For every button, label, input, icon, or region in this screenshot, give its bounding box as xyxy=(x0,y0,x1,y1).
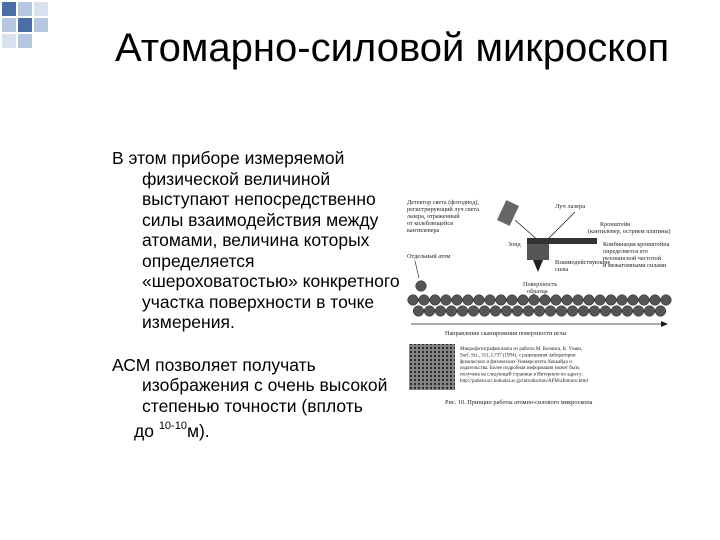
atom-sphere xyxy=(501,306,512,317)
atom-sphere xyxy=(584,295,595,306)
atom-sphere xyxy=(408,295,419,306)
micrograph-image xyxy=(409,344,455,390)
atom-sphere xyxy=(600,306,611,317)
combination-label-line: и межатомными силами xyxy=(603,262,667,269)
surface-label xyxy=(523,281,559,295)
surface-label-line: образца xyxy=(527,288,548,295)
atom-sphere xyxy=(468,306,479,317)
atom-sphere xyxy=(573,295,584,306)
corner-square xyxy=(34,18,48,32)
detector-label-line: Детектор света (фотодиод), xyxy=(407,199,479,206)
micrograph-caption-line: издательства. Более подробная информация может быть xyxy=(460,366,580,372)
corner-square xyxy=(2,18,16,32)
atom-sphere xyxy=(633,306,644,317)
cantilever-block xyxy=(527,244,549,260)
atom-sphere xyxy=(578,306,589,317)
photodiode-icon xyxy=(497,200,519,226)
micrograph-caption-line: получена на следующей странице в Интернете по адресу: xyxy=(460,372,583,378)
atom-sphere xyxy=(512,306,523,317)
scan-direction-label: Направление сканирования поверхности иглы xyxy=(445,330,567,337)
probe-label: Зонд xyxy=(508,241,521,248)
precision-exponent: 10-10 xyxy=(158,420,187,432)
detector-label-line: кантилевера xyxy=(407,227,440,234)
micrograph-caption-line: Микрофотография взята из работы М. Коэнига, К. Узаки, xyxy=(460,347,583,352)
interaction-label-line: силы xyxy=(555,266,569,273)
atom-sphere xyxy=(644,306,655,317)
laser-label: Луч лазера xyxy=(555,203,586,210)
corner-square xyxy=(2,2,16,16)
atom-sphere xyxy=(479,306,490,317)
corner-square xyxy=(2,34,16,48)
atom-sphere xyxy=(545,306,556,317)
atom-sphere xyxy=(452,295,463,306)
single-atom xyxy=(416,281,427,292)
atom-sphere xyxy=(490,306,501,317)
atom-sphere xyxy=(655,306,666,317)
single-atom-label: Отдельный атом xyxy=(407,253,451,260)
detector-label-line: от колеблющейся xyxy=(407,220,453,227)
atom-sphere xyxy=(496,295,507,306)
interaction-label-line: Взаимодействующие xyxy=(555,259,611,266)
atom-sphere xyxy=(457,306,468,317)
atom-sphere xyxy=(463,295,474,306)
atom-sphere xyxy=(435,306,446,317)
detector-label-line: регистрирующий луч света xyxy=(407,206,480,213)
atom-sphere xyxy=(617,295,628,306)
atom-sphere xyxy=(606,295,617,306)
afm-figure xyxy=(405,190,675,412)
combination-label-line: резонансной частотой xyxy=(603,255,662,262)
paragraph-principle: В этом приборе измеряемой физической величиной выступают непосредственно силы взаимодействия между атомами, величина которых определяется «шероховатостью» конкретного участка поверхности в точке измерения. xyxy=(112,148,400,332)
atom-sphere xyxy=(661,295,672,306)
precision-suffix: м). xyxy=(186,421,210,441)
atom-sphere xyxy=(628,295,639,306)
cantilever-beam xyxy=(527,238,597,244)
atom-sphere xyxy=(424,306,435,317)
detector-label xyxy=(407,199,481,234)
precision-prefix: до xyxy=(134,421,159,441)
atom-sphere xyxy=(446,306,457,317)
paragraph-precision xyxy=(112,355,412,442)
atom-sphere xyxy=(622,306,633,317)
atom-sphere xyxy=(518,295,529,306)
single-atom-pointer xyxy=(415,261,419,278)
atom-sphere xyxy=(556,306,567,317)
atom-sphere xyxy=(441,295,452,306)
combination-label xyxy=(603,241,671,269)
atom-sphere xyxy=(650,295,661,306)
arrow-head-icon xyxy=(661,321,668,327)
atom-sphere xyxy=(595,295,606,306)
precision-value xyxy=(134,416,412,442)
corner-square xyxy=(18,18,32,32)
detector-label-line: лазера, отраженный xyxy=(407,213,460,220)
slide-title: Атомарно-силовой микроскоп xyxy=(115,26,670,70)
atom-sphere xyxy=(430,295,441,306)
micrograph-caption xyxy=(460,347,589,384)
atom-sphere xyxy=(485,295,496,306)
atom-sphere xyxy=(529,295,540,306)
combination-label-line: Комбинация кронштейна xyxy=(603,241,670,248)
probe-tip-icon xyxy=(533,260,543,272)
corner-square xyxy=(18,2,32,16)
atom-sphere xyxy=(589,306,600,317)
atom-sphere xyxy=(507,295,518,306)
atom-sphere xyxy=(419,295,430,306)
afm-diagram xyxy=(405,190,675,412)
combination-label-line: определяется его xyxy=(603,248,648,255)
paragraph-precision-text: АСМ позволяет получать изображения с очень высокой степенью точности (вплоть xyxy=(112,354,388,416)
figure-caption: Рис. 10. Принцип работы атомно-силового микроскопа xyxy=(445,399,593,406)
atom-sphere xyxy=(540,295,551,306)
cantilever-label-line: (кантилевер, острием платины) xyxy=(588,228,671,235)
atom-sphere xyxy=(562,295,573,306)
cantilever-label xyxy=(588,221,671,235)
micrograph-caption-line: http://pubern.sci.hokudai.ac.jp/introduction/AFM/afmintro.html xyxy=(460,379,588,384)
atom-sphere xyxy=(534,306,545,317)
cantilever-label-line: Кронштейн xyxy=(600,221,631,228)
atom-sphere xyxy=(639,295,650,306)
corner-decoration xyxy=(0,0,120,60)
atom-sphere xyxy=(551,295,562,306)
micrograph-caption-line: физических и физических Университета Хоккайдо и xyxy=(460,359,572,365)
surface-label-line: Поверхность xyxy=(523,281,558,288)
atom-sphere xyxy=(523,306,534,317)
atom-sphere xyxy=(474,295,485,306)
atom-sphere xyxy=(413,306,424,317)
slide-body xyxy=(112,148,412,442)
laser-beam-line xyxy=(545,212,575,242)
micrograph-caption-line: Surf. Sci., 311, L737 (1994); с разрешения лаборатории xyxy=(460,353,576,359)
atom-sphere xyxy=(567,306,578,317)
atom-sphere xyxy=(611,306,622,317)
corner-square xyxy=(34,2,48,16)
corner-square xyxy=(18,34,32,48)
